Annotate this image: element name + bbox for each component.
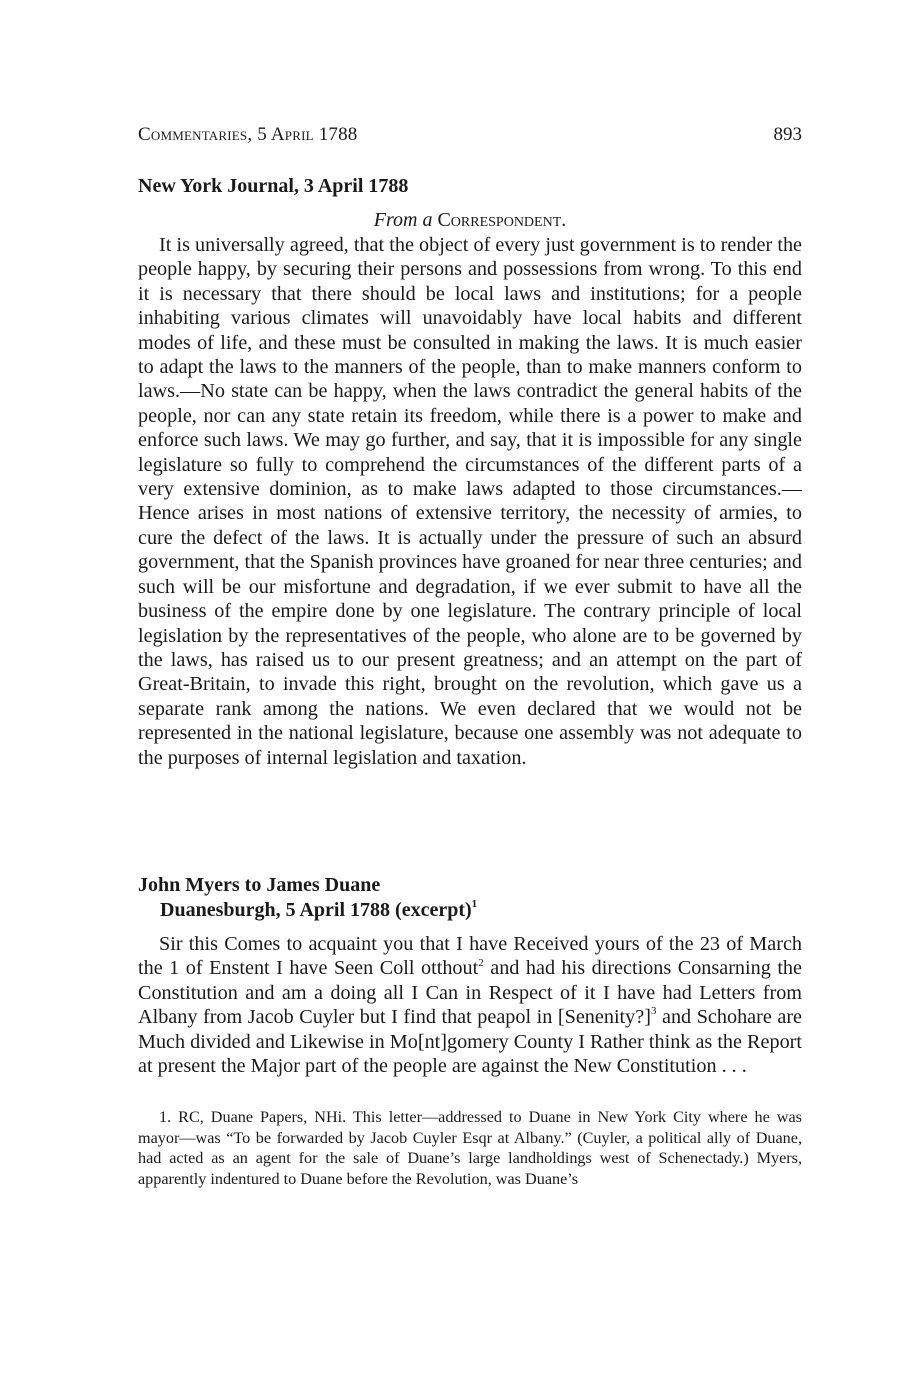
page-number: 893 bbox=[773, 124, 802, 145]
letter-subtitle bbox=[160, 898, 477, 922]
byline-correspondent: Correspondent. bbox=[437, 209, 567, 231]
article-title: New York Journal, 3 April 1788 bbox=[138, 175, 409, 197]
letter-title: John Myers to James Duane bbox=[138, 874, 381, 896]
letter-text-part3: and Schohare are Much divided and Likewise in Mo[nt]gomery County I Rather think as the Report at present the Major part of the people are against the New Constitution . . . bbox=[138, 1006, 803, 1078]
letter-place-date: Duanesburgh, 5 April 1788 (excerpt) bbox=[160, 899, 472, 921]
running-head: Commentaries, 5 April 1788 bbox=[138, 124, 358, 145]
byline-from: From a bbox=[373, 209, 433, 231]
footnote-ref-1: 1 bbox=[471, 898, 478, 911]
footnote-ref-3: 3 bbox=[650, 1005, 657, 1018]
letter-text-part2: and had his directions Consarning the Constitution and am a doing all I Can in Respect of it I have had Letters from Albany from Jacob Cuyler but I find that peapol in [Senenity?] bbox=[138, 957, 802, 1029]
letter-text-part1: Sir this Comes to acquaint you that I have Received yours of the 23 of March the 1 of Enstent I have Seen Coll otthout bbox=[138, 933, 802, 980]
article-body: It is universally agreed, that the object of every just government is to render the people happy, by securing their persons and possessions from wrong. To this end it is necessary that there should be local laws and institutions; for a people inhabiting various climates will unavoidably have local habits and different modes of life, and these must be consulted in making the laws. It is much easier to adapt the laws to the manners of the people, than to make manners conform to laws.—No state can be happy, when the laws contradict the general habits of the people, nor can any state retain its freedom, while there is a power to make and enforce such laws. We may go further, and say, that it is impossible for any single legislature so fully to comprehend the circumstances of the different parts of a very extensive dominion, as to make laws adapted to those circumstances.—Hence arises in most nations of extensive territory, the necessity of armies, to cure the defect of the laws. It is actually under the pressure of such an absurd government, that the Spanish provinces have groaned for near three centuries; and such will be our misfortune and degradation, if we ever submit to have all the business of the empire done by one legislature. The contrary principle of local legislation by the representatives of the people, who alone are to be governed by the laws, has raised us to our present greatness; and an attempt on the part of Great-Britain, to invade this right, brought on the revolution, which gave us a separate rank among the nations. We even declared that we would not be represented in the national legislature, because one assembly was not adequate to the purposes of internal legislation and taxation. bbox=[138, 234, 802, 769]
footnote-1: 1. RC, Duane Papers, NHi. This letter—addressed to Duane in New York City where he was mayor—was “To be forwarded by Jacob Cuyler Esqr at Albany.” (Cuyler, a political ally of Duane, had acted as an agent for the sale of Duane’s large landholdings west of Schenectady.) Myers, apparently indentured to Duane before the Revolution, was Duane’s bbox=[138, 1108, 802, 1188]
letter-body bbox=[138, 932, 802, 1078]
footnote-ref-2: 2 bbox=[478, 956, 484, 969]
page-header bbox=[138, 124, 802, 148]
article-byline bbox=[138, 208, 802, 232]
